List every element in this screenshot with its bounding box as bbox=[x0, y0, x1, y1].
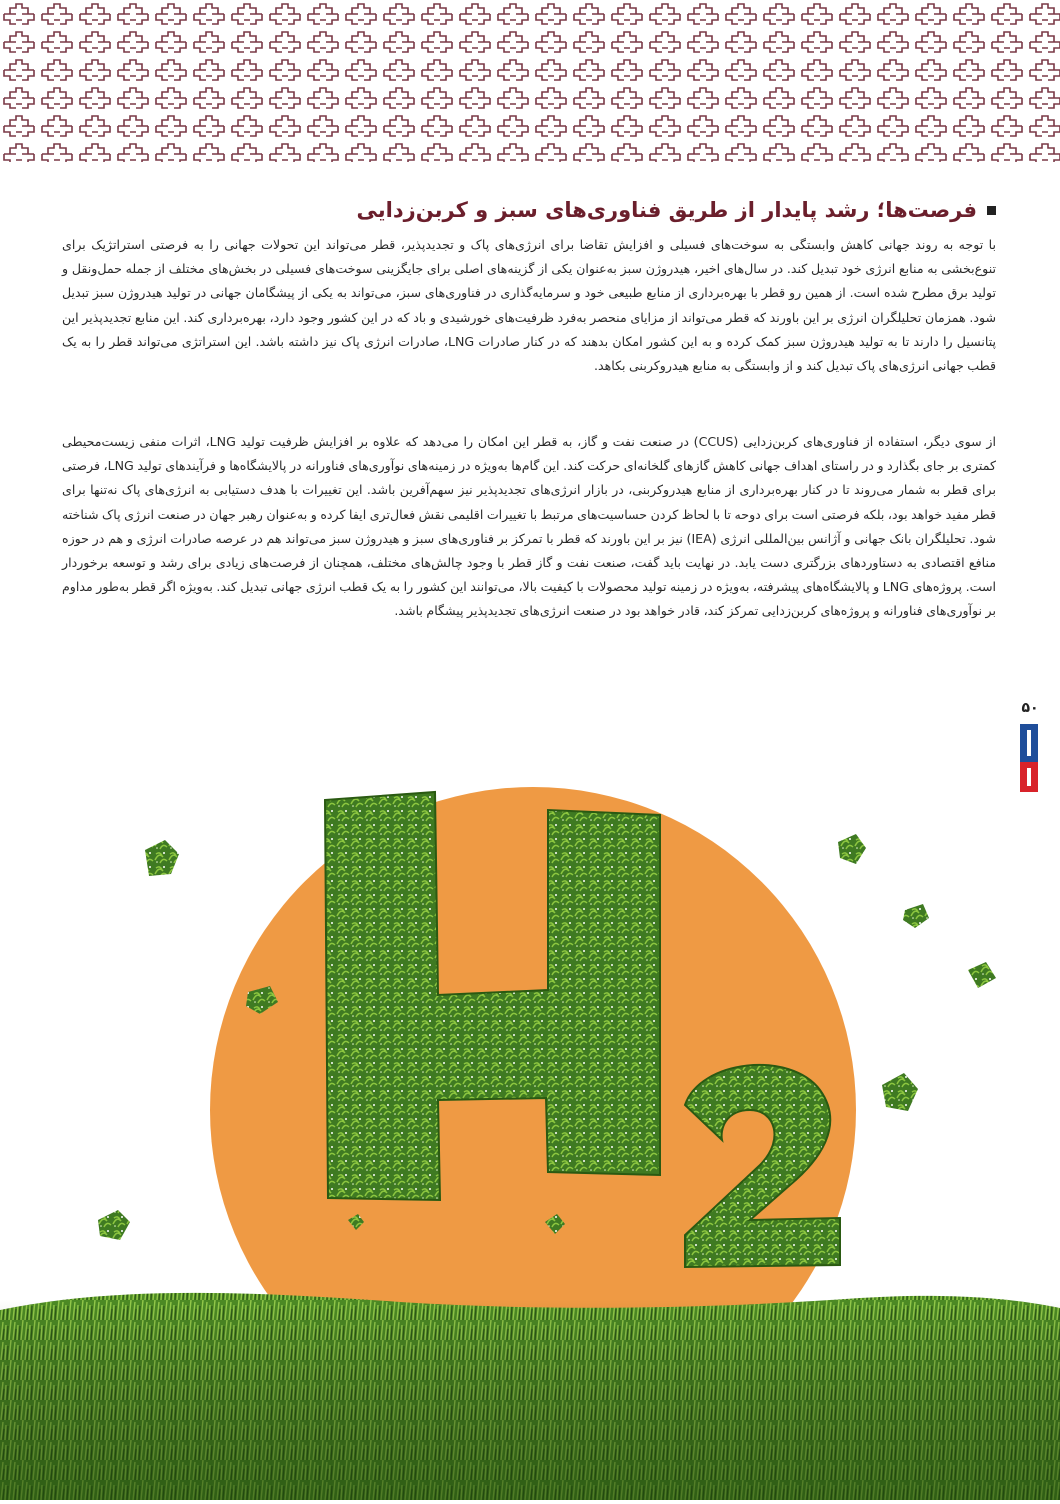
grass-field bbox=[0, 1293, 1060, 1500]
lattice-pattern bbox=[0, 0, 1060, 162]
article-heading bbox=[62, 192, 996, 228]
decorative-pattern-band bbox=[0, 0, 1060, 162]
page-number: ۵۰ bbox=[1021, 700, 1039, 716]
article-paragraph-1: با توجه به روند جهانی کاهش وابستگی به سوخت‌های فسیلی و افزایش تقاضا برای انرژی‌های پاک و تجدیدپذیر، قطر می‌تواند این تحولات جهانی را به فرصتی استراتژیک برای تنوع‌بخشی به منابع انرژی خود تبدیل کند. در سال‌های اخیر، هیدروژن سبز به‌عنوان یکی از گزینه‌های اصلی برای جایگزینی سوخت‌های فسیلی در بخش‌های مختلف از جمله حمل‌ونقل و تولید برق مطرح شده است. از همین رو قطر با بهره‌برداری از منابع طبیعی خود و سرمایه‌گذاری در فناوری‌های سبز، می‌تواند به یکی از پیشگامان جهانی در تولید هیدروژن سبز تبدیل شود. همزمان تحلیلگران انرژی بر این باورند که قطر می‌تواند از مزایای منحصر به‌فرد ظرفیت‌های خورشیدی و باد که در این کشور وجود دارد، بهره‌برداری کند. این منابع تجدیدپذیر این پتانسیل را دارند تا به تولید هیدروژن سبز کمک کرده و به این کشور امکان بدهند که در کنار صادرات LNG، صادرات انرژی پاک نیز داشته باشد. این استراتژی می‌تواند قطر را به یک قطب جهانی انرژی‌های پاک تبدیل کند و از وابستگی به منابع هیدروکربنی بکاهد. bbox=[62, 237, 996, 374]
hydrogen-grass-artwork bbox=[0, 780, 1060, 1500]
heading-bullet-icon bbox=[987, 206, 996, 215]
h2-hydrogen-illustration bbox=[0, 780, 1060, 1500]
article-paragraph-2: از سوی دیگر، استفاده از فناوری‌های کربن‌زدایی (CCUS) در صنعت نفت و گاز، به قطر این امکان را می‌دهد که علاوه بر افزایش ظرفیت تولید LNG، اثرات منفی زیست‌محیطی کمتری بر جای بگذارد و در راستای اهداف جهانی کاهش گازهای گلخانه‌ای حرکت کند. این گام‌ها به‌ویژه در زمینه‌های نوآوری‌های فناورانه در پالایشگاه‌ها و فرآیندهای تولید LNG، فرصتی برای قطر به شمار می‌روند تا در کنار بهره‌برداری از منابع هیدروکربنی، در بازار انرژی‌های تجدیدپذیر نیز سهم‌آفرین باشد. این تغییرات با هدف دستیابی به انرژی‌های پاک نه‌تنها برای قطر مفید خواهد بود، بلکه فرصتی است برای دوحه تا با لحاظ کردن حساسیت‌های مرتبط با تغییرات اقلیمی نقش فعال‌تری ایفا کرده و به‌عنوان رهبر جهان در صنعت انرژی پاک شناخته شود. تحلیلگران بانک جهانی و آژانس بین‌المللی انرژی (IEA) نیز بر این باورند که قطر با تمرکز بر فناوری‌های سبز و هیدروژن سبز می‌تواند هم در عرصه صادرات انرژی و هم در حوزه منافع اقتصادی به دستاوردهای بزرگتری دست یابد. در نهایت باید گفت، صنعت نفت و گاز قطر با وجود چالش‌های مختلف، همچنان از فرصت‌های زیادی برای رشد و توسعه برخوردار است. پروژه‌های LNG و پالایشگاه‌های پیشرفته، به‌ویژه در زمینه تولید محصولات با کیفیت بالا، می‌توانند این کشور را به یک قطب انرژی جهانی تبدیل کند. به‌ویژه اگر قطر به‌طور مداوم بر نوآوری‌های فناورانه و پروژه‌های کربن‌زدایی تمرکز کند، قادر خواهد بود در صنعت انرژی‌های تجدیدپذیر پیشگام باشد. bbox=[62, 434, 996, 619]
heading-text: فرصت‌ها؛ رشد پایدار از طریق فناوری‌های سبز و کربن‌زدایی bbox=[356, 198, 977, 222]
